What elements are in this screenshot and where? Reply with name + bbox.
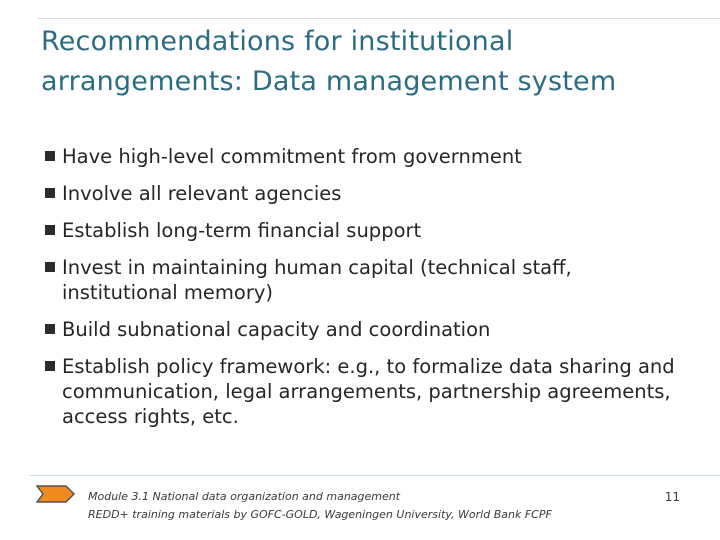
- bullet-item: [44, 218, 684, 243]
- page-number: 11: [664, 490, 680, 504]
- top-divider: [38, 18, 720, 19]
- bullet-text: Have high-level commitment from government: [62, 145, 522, 168]
- bullet-item: [44, 317, 684, 342]
- bullet-item: [44, 181, 684, 206]
- square-bullet-icon: [45, 324, 55, 334]
- bullet-text: Involve all relevant agencies: [62, 182, 342, 205]
- slide-title: Recommendations for institutional arrangements: Data management system: [41, 26, 617, 97]
- bullet-text: Build subnational capacity and coordination: [62, 318, 491, 341]
- bullet-list: [44, 144, 684, 429]
- square-bullet-icon: [45, 151, 55, 161]
- bullet-item: [44, 144, 684, 169]
- square-bullet-icon: [45, 361, 55, 371]
- bullet-text: Invest in maintaining human capital (technical staff, institutional memory): [62, 256, 572, 304]
- footer-divider: [30, 475, 720, 476]
- square-bullet-icon: [45, 225, 55, 235]
- footer-credits-line: REDD+ training materials by GOFC-GOLD, Wageningen University, World Bank FCPF: [88, 508, 552, 521]
- bullet-item: [44, 255, 684, 305]
- bullet-text: Establish policy framework: e.g., to formalize data sharing and communication, legal arrangements, partnership agreements, access rights, etc.: [62, 355, 675, 428]
- square-bullet-icon: [45, 262, 55, 272]
- footer-credits: [88, 488, 552, 524]
- square-bullet-icon: [45, 188, 55, 198]
- bullet-text: Establish long-term financial support: [62, 219, 422, 242]
- bullet-item: [44, 354, 684, 429]
- chevron-arrow-icon: [36, 485, 76, 503]
- footer-module-line: Module 3.1 National data organization and management: [88, 490, 401, 503]
